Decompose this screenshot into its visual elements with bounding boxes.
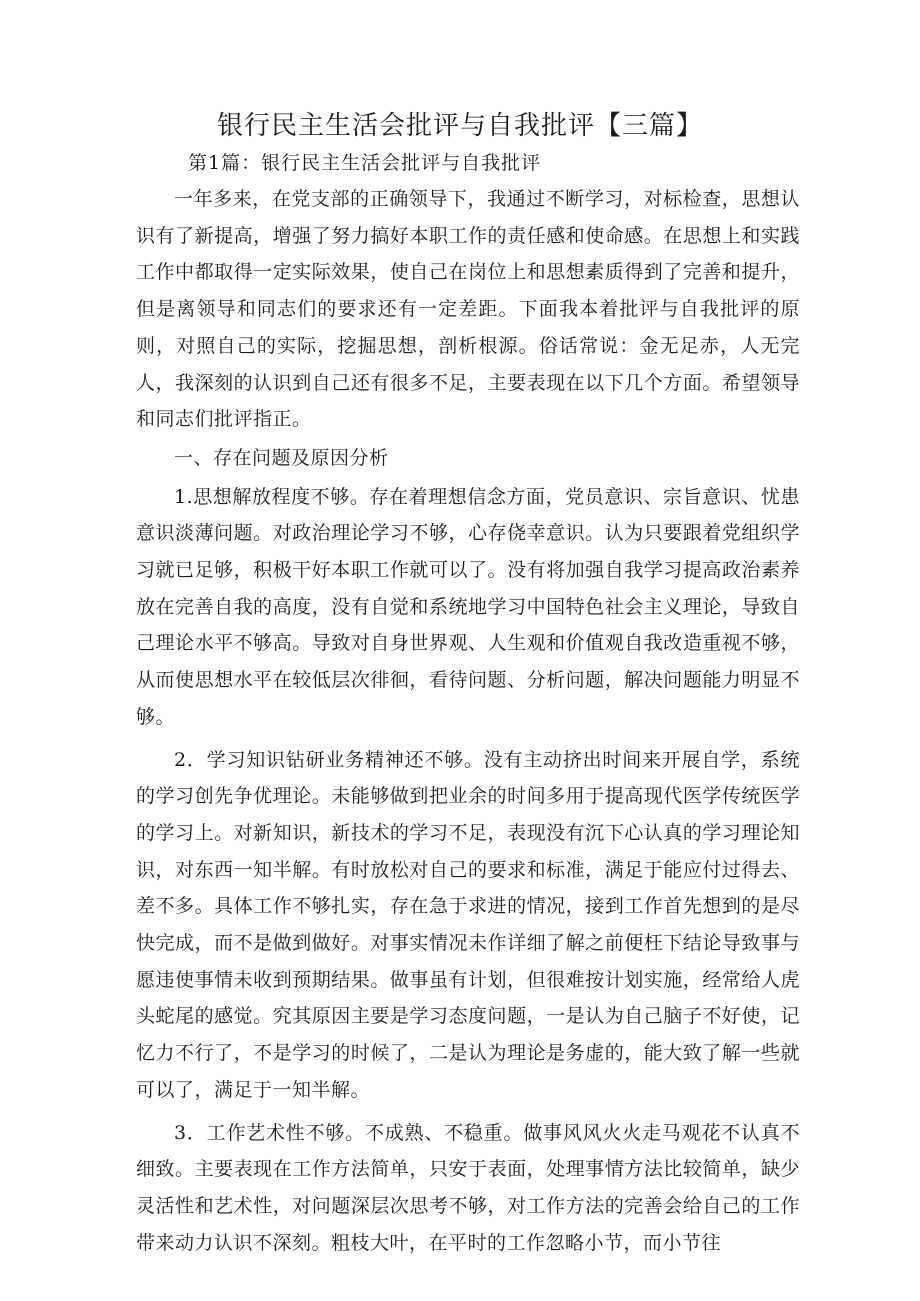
document-body [136, 181, 800, 1261]
paragraph-item-3: 3．工作艺术性不够。不成熟、不稳重。做事风风火火走马观花不认真不细致。主要表现在工作方法简单，只安于表面，处理事情方法比较简单，缺少灵活性和艺术性，对问题深层次思考不够，对工作方法的完善会给自己的工作带来动力认识不深刻。粗枝大叶，在平时的工作忽略小节，而小节往 [136, 1121, 800, 1254]
document-subtitle: 第1篇：银行民主生活会批评与自我批评 [188, 152, 542, 174]
section-heading: 一、存在问题及原因分析 [174, 446, 389, 469]
paragraph-item-1: 1.思想解放程度不够。存在着理想信念方面，党员意识、宗旨意识、忧患意识淡薄问题。对政治理论学习不够，心存侥幸意识。认为只要跟着党组织学习就已足够，积极干好本职工作就可以了。没有将加强自我学习提高政治素养放在完善自我的高度，没有自觉和系统地学习中国特色社会主义理论，导致自己理论水平不够高。导致对自身世界观、人生观和价值观自我改造重视不够，从而使思想水平在较低层次徘徊，看待问题、分析问题，解决问题能力明显不够。 [136, 485, 800, 728]
paragraph-item-2: 2．学习知识钻研业务精神还不够。没有主动挤出时间来开展自学，系统的学习创先争优理论。未能够做到把业余的时间多用于提高现代医学传统医学的学习上。对新知识，新技术的学习不足，表现没有沉下心认真的学习理论知识，对东西一知半解。有时放松对自己的要求和标准，满足于能应付过得去、差不多。具体工作不够扎实，存在急于求进的情况，接到工作首先想到的是尽快完成，而不是做到做好。对事实情况未作详细了解之前便枉下结论导致事与愿违使事情未收到预期结果。做事虽有计划，但很难按计划实施，经常给人虎头蛇尾的感觉。究其原因主要是学习态度问题，一是认为自己脑子不好使，记忆力不行了，不是学习的时候了，二是认为理论是务虚的，能大致了解一些就可以了，满足于一知半解。 [136, 748, 800, 1101]
paragraph-intro: 一年多来，在党支部的正确领导下，我通过不断学习，对标检查，思想认识有了新提高，增强了努力搞好本职工作的责任感和使命感。在思想上和实践工作中都取得一定实际效果，使自己在岗位上和思想素质得到了完善和提升，但是离领导和同志们的要求还有一定差距。下面我本着批评与自我批评的原则，对照自己的实际，挖掘思想，剖析根源。俗话常说：金无足赤，人无完人，我深刻的认识到自己还有很多不足，主要表现在以下几个方面。希望领导和同志们批评指正。 [136, 188, 800, 431]
document-title: 银行民主生活会批评与自我批评【三篇】 [216, 111, 703, 141]
